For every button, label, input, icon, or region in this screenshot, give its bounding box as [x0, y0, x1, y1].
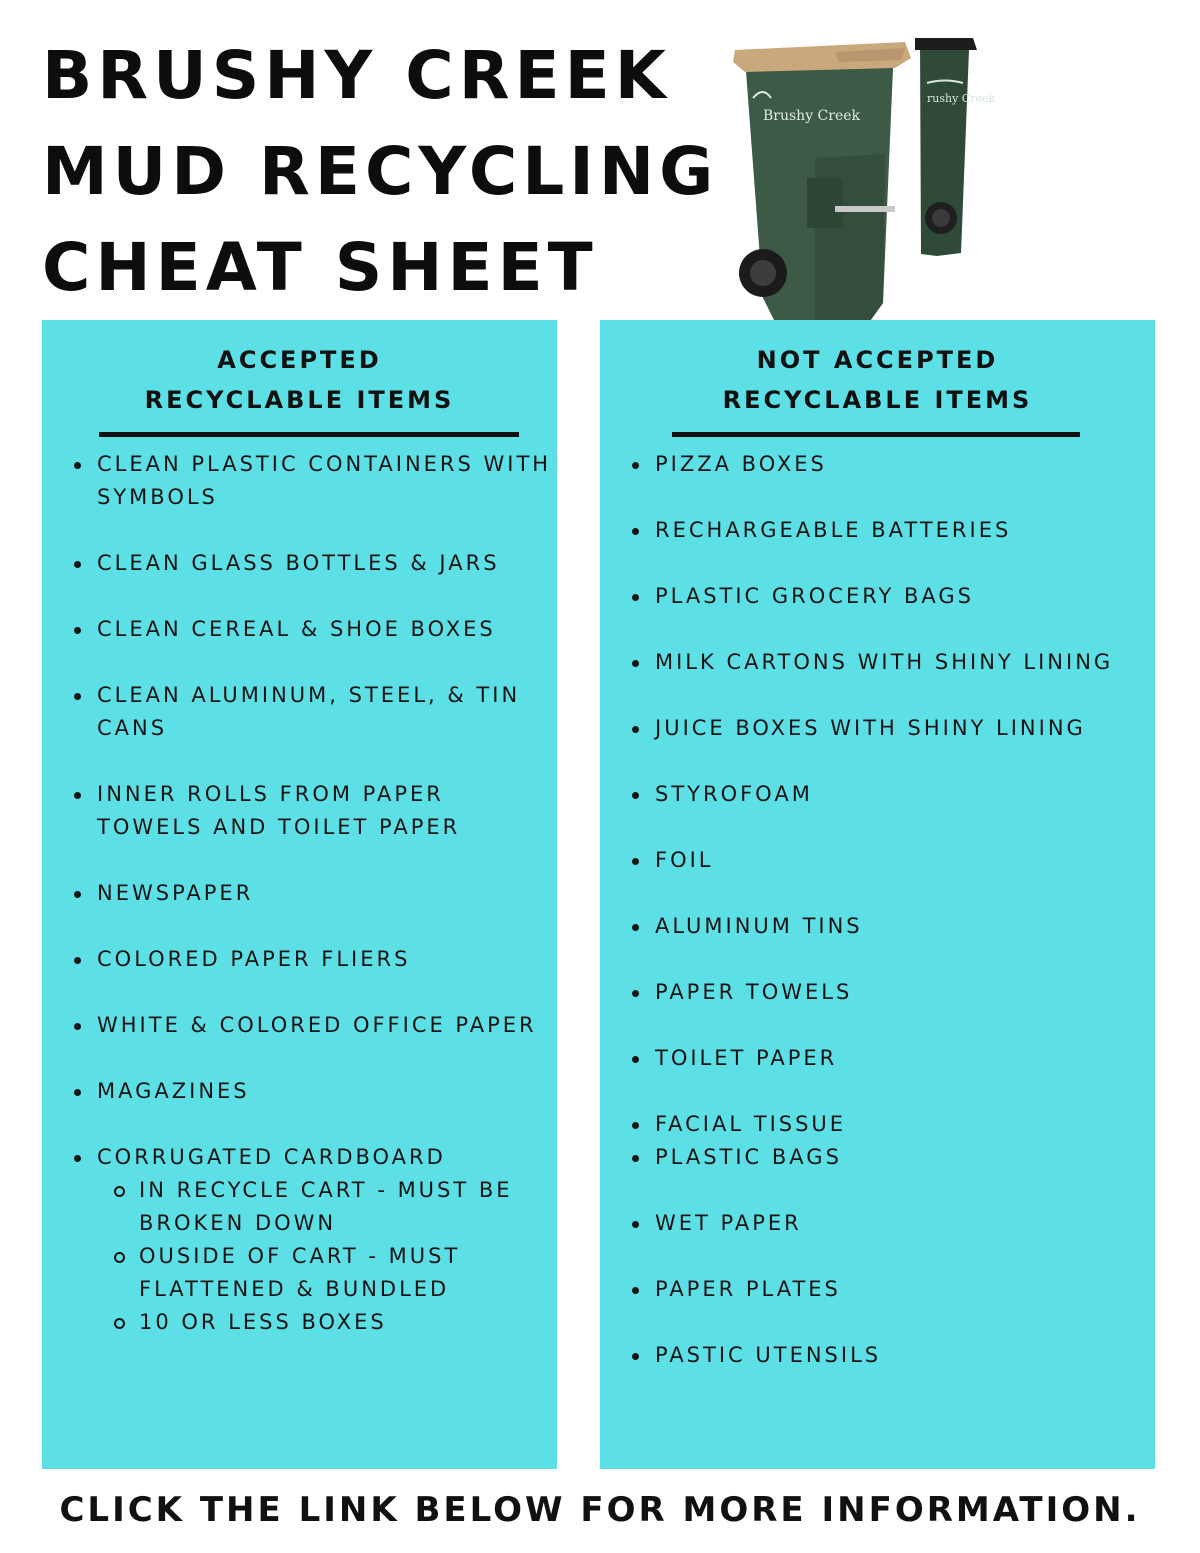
title-line-3: CHEAT SHEET [42, 229, 598, 306]
list-item: CLEAN CEREAL & SHOE BOXES [72, 613, 552, 646]
list-item: FACIAL TISSUE [630, 1108, 1150, 1141]
list-item: PAPER PLATES [630, 1273, 1150, 1306]
accepted-heading [42, 340, 557, 420]
list-item: INNER ROLLS FROM PAPER TOWELS AND TOILET PAPER [72, 778, 552, 844]
not-accepted-heading-line-1: NOT ACCEPTED [756, 346, 999, 374]
not-accepted-panel [600, 320, 1155, 1469]
list-item: ALUMINUM TINS [630, 910, 1150, 943]
cardboard-sublist [97, 1174, 552, 1339]
title-line-1: BRUSHY CREEK [42, 37, 671, 114]
list-item: MILK CARTONS WITH SHINY LINING [630, 646, 1150, 679]
not-accepted-divider [672, 432, 1080, 437]
sub-list-item: OUSIDE OF CART - MUST FLATTENED & BUNDLED [97, 1240, 552, 1306]
list-item: STYROFOAM [630, 778, 1150, 811]
cardboard-label: CORRUGATED CARDBOARD [97, 1145, 446, 1169]
back-cart [915, 38, 995, 256]
footer-call-to-action: CLICK THE LINK BELOW FOR MORE INFORMATION. [59, 1490, 1141, 1530]
list-item: WHITE & COLORED OFFICE PAPER [72, 1009, 552, 1042]
front-cart-label: Brushy Creek [763, 108, 861, 124]
list-item-cardboard [72, 1141, 552, 1339]
back-cart-label: rushy Creek [927, 92, 996, 105]
list-item: WET PAPER [630, 1207, 1150, 1240]
list-item: FOIL [630, 844, 1150, 877]
title-line-2: MUD RECYCLING [42, 133, 719, 210]
list-item: CLEAN PLASTIC CONTAINERS WITH SYMBOLS [72, 448, 552, 514]
accepted-heading-line-2: RECYCLABLE ITEMS [144, 386, 455, 414]
list-item: PASTIC UTENSILS [630, 1339, 1150, 1372]
not-accepted-heading-line-2: RECYCLABLE ITEMS [722, 386, 1033, 414]
list-item: TOILET PAPER [630, 1042, 1150, 1075]
list-item: PIZZA BOXES [630, 448, 1150, 481]
front-cart [733, 42, 911, 330]
accepted-heading-line-1: ACCEPTED [217, 346, 382, 374]
list-item: CLEAN ALUMINUM, STEEL, & TIN CANS [72, 679, 552, 745]
list-item: MAGAZINES [72, 1075, 552, 1108]
accepted-list [72, 448, 552, 1339]
list-item: COLORED PAPER FLIERS [72, 943, 552, 976]
sub-list-item: 10 OR LESS BOXES [97, 1306, 552, 1339]
list-item: PAPER TOWELS [630, 976, 1150, 1009]
sub-list-item: IN RECYCLE CART - MUST BE BROKEN DOWN [97, 1174, 552, 1240]
list-item: RECHARGEABLE BATTERIES [630, 514, 1150, 547]
list-item: PLASTIC GROCERY BAGS [630, 580, 1150, 613]
accepted-panel [42, 320, 557, 1469]
not-accepted-list [630, 448, 1150, 1405]
recycling-carts-image [715, 28, 996, 333]
not-accepted-heading [600, 340, 1155, 420]
list-item: PLASTIC BAGS [630, 1141, 1150, 1174]
list-item: CLEAN GLASS BOTTLES & JARS [72, 547, 552, 580]
list-item: JUICE BOXES WITH SHINY LINING [630, 712, 1150, 745]
accepted-divider [99, 432, 519, 437]
list-item: NEWSPAPER [72, 877, 552, 910]
page-title [42, 28, 762, 316]
